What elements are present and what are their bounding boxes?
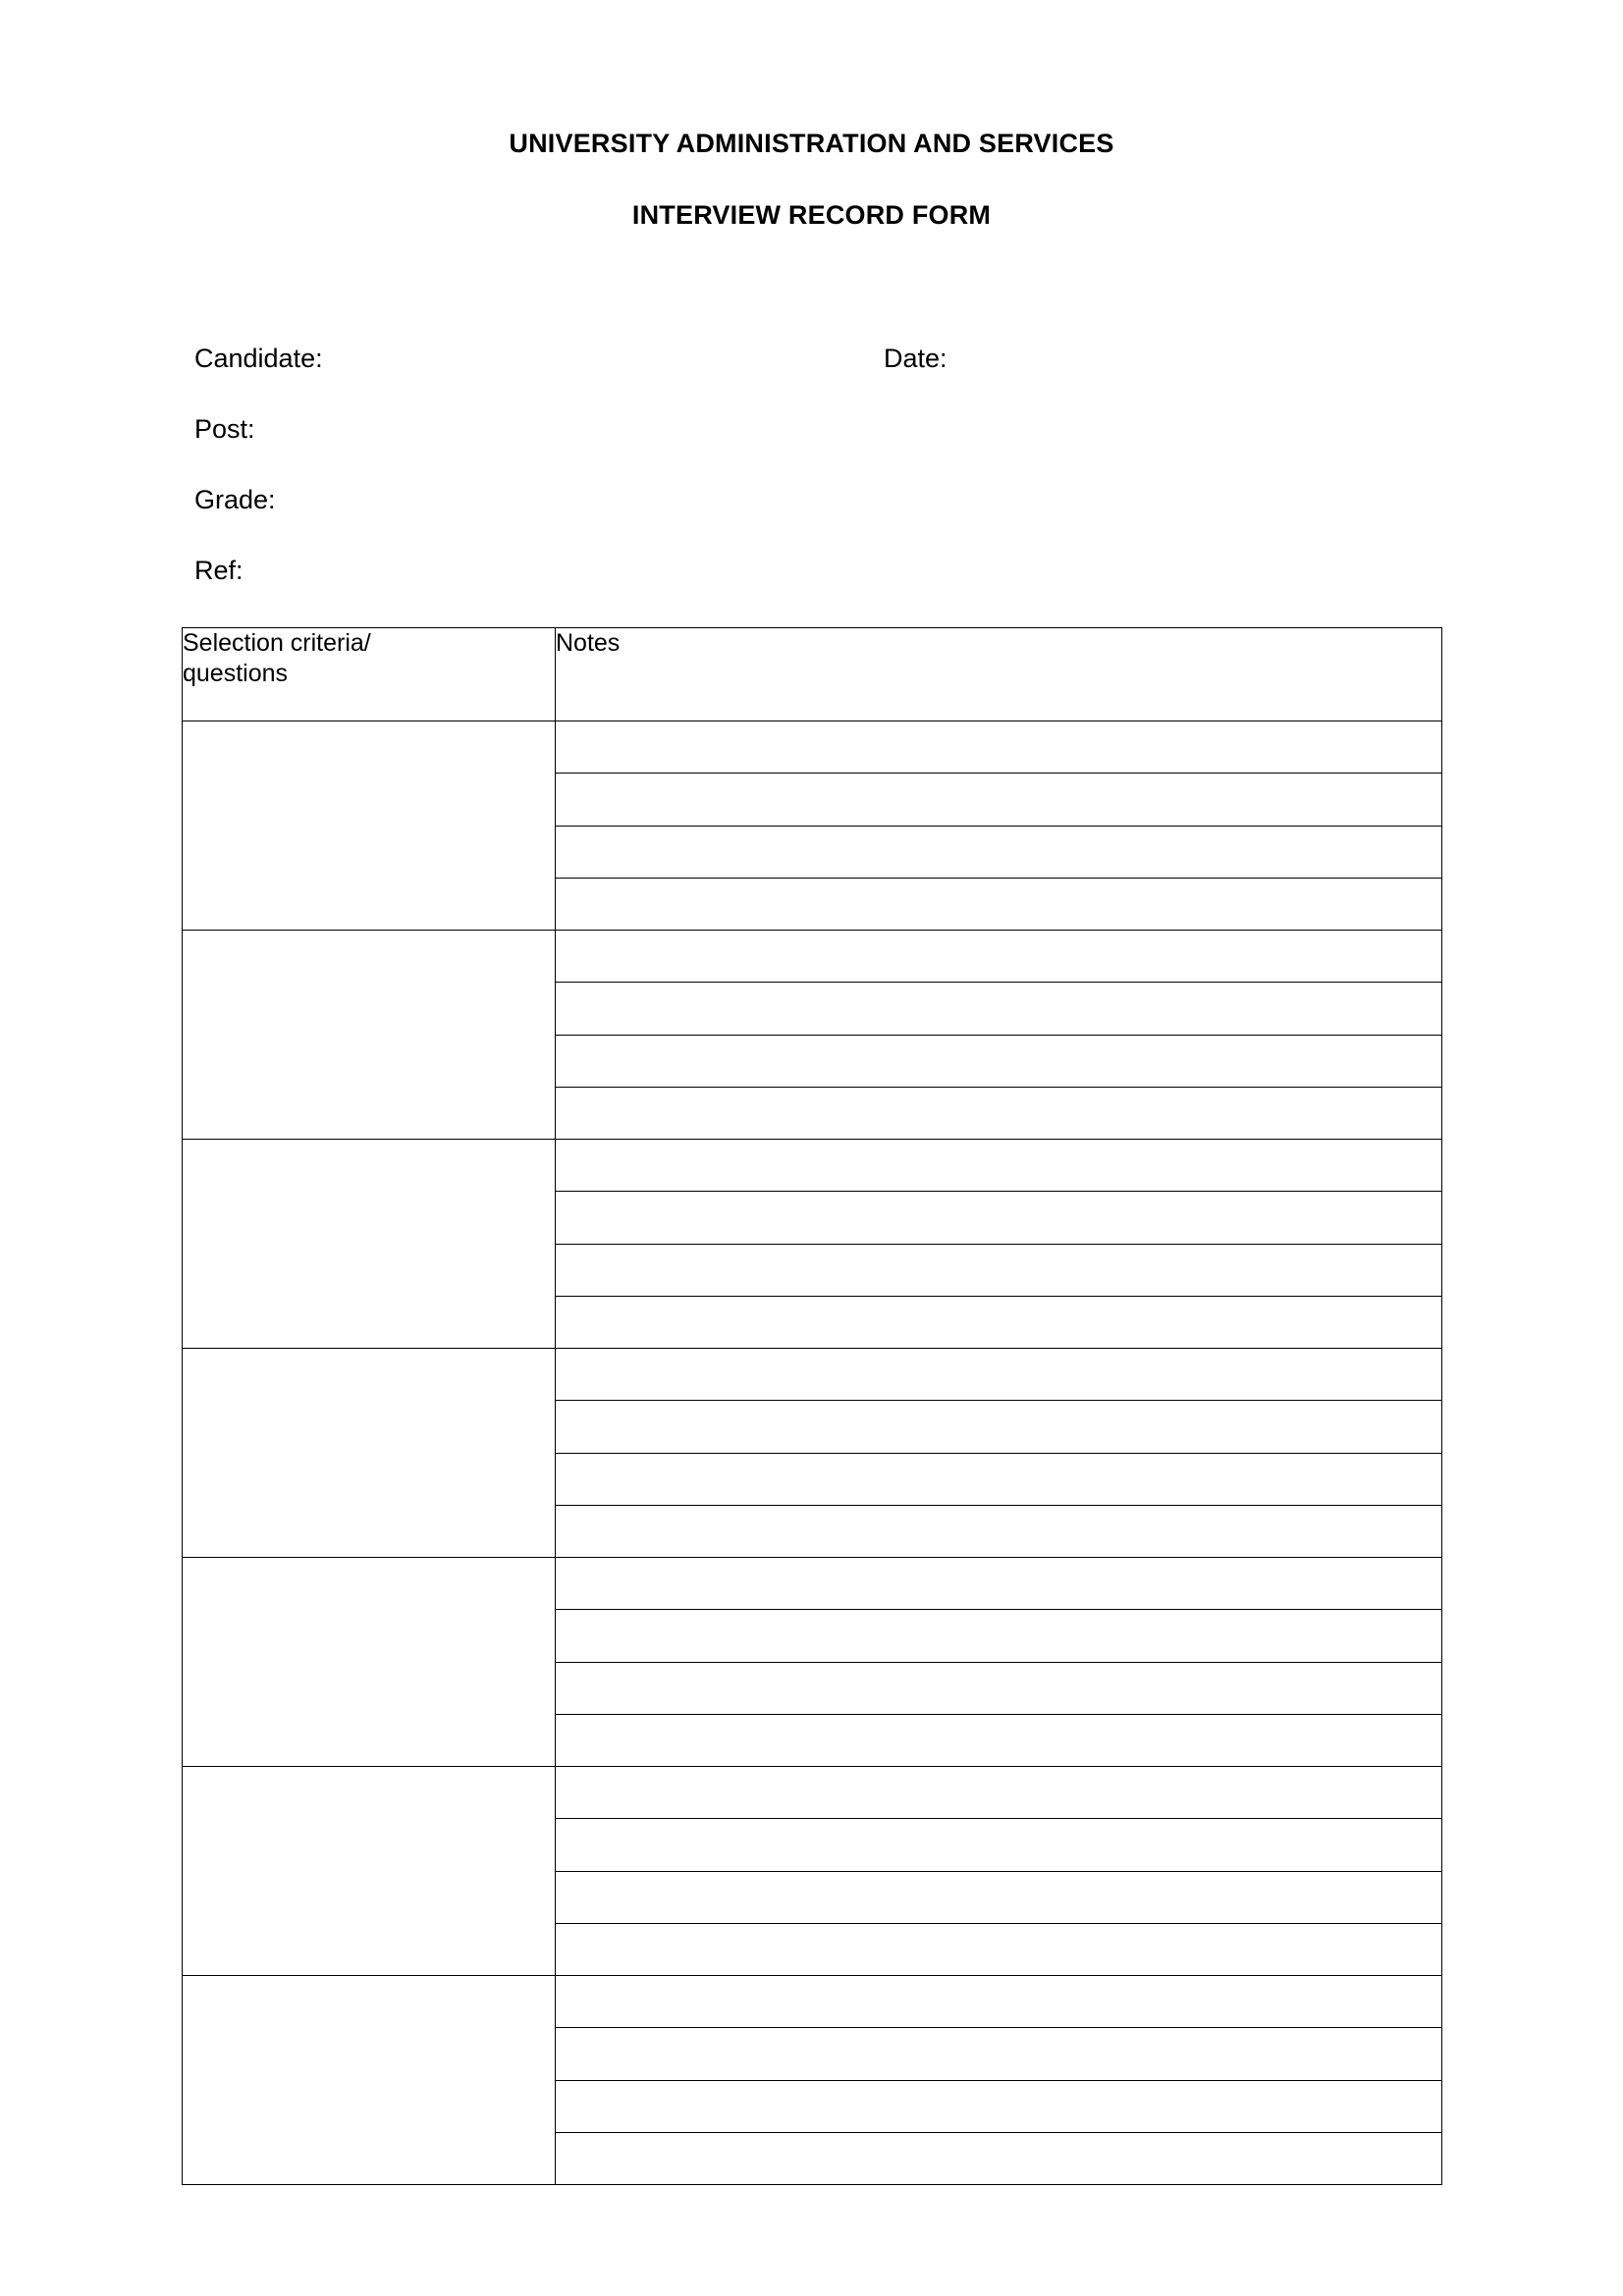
notes-cell[interactable] xyxy=(556,1296,1442,1348)
notes-cell[interactable] xyxy=(556,1976,1442,2028)
notes-cell[interactable] xyxy=(556,1401,1442,1453)
column-header-criteria-line-2: questions xyxy=(183,660,289,687)
ref-label: Ref: xyxy=(194,556,243,585)
post-label: Post: xyxy=(194,414,255,444)
meta-row-post xyxy=(194,413,1432,484)
notes-input-line[interactable] xyxy=(556,1819,1441,1870)
notes-input-line[interactable] xyxy=(556,827,1441,878)
criteria-input-area[interactable] xyxy=(183,1349,555,1557)
column-header-criteria-line-1: Selection criteria/ xyxy=(183,629,371,657)
grade-label: Grade: xyxy=(194,485,276,514)
notes-input-line[interactable] xyxy=(556,1140,1441,1191)
meta-row-ref xyxy=(194,555,1432,625)
notes-input-line[interactable] xyxy=(556,1663,1441,1714)
notes-cell[interactable] xyxy=(556,2132,1442,2184)
interview-record-table xyxy=(182,627,1442,2185)
criteria-cell[interactable] xyxy=(183,1140,556,1349)
notes-cell[interactable] xyxy=(556,1140,1442,1192)
notes-input-line[interactable] xyxy=(556,1924,1441,1975)
notes-cell[interactable] xyxy=(556,1087,1442,1139)
notes-cell[interactable] xyxy=(556,1558,1442,1610)
table-body xyxy=(183,721,1442,2185)
notes-cell[interactable] xyxy=(556,2080,1442,2132)
notes-input-line[interactable] xyxy=(556,1088,1441,1139)
criteria-cell[interactable] xyxy=(183,1976,556,2185)
table-header-row xyxy=(183,628,1442,721)
page-title-primary: UNIVERSITY ADMINISTRATION AND SERVICES xyxy=(509,129,1114,158)
meta-row-candidate xyxy=(194,343,1432,413)
criteria-cell[interactable] xyxy=(183,721,556,931)
criteria-cell[interactable] xyxy=(183,1558,556,1767)
table-row xyxy=(183,1976,1442,2028)
notes-cell[interactable] xyxy=(556,1767,1442,1819)
candidate-details xyxy=(194,343,1432,625)
notes-input-line[interactable] xyxy=(556,1506,1441,1557)
table-row xyxy=(183,1140,1442,1192)
notes-input-line[interactable] xyxy=(556,1872,1441,1923)
notes-input-line[interactable] xyxy=(556,1297,1441,1348)
table-row xyxy=(183,1767,1442,1819)
notes-cell[interactable] xyxy=(556,1349,1442,1401)
criteria-input-area[interactable] xyxy=(183,931,555,1139)
column-header-notes-label: Notes xyxy=(556,629,621,657)
notes-cell[interactable] xyxy=(556,878,1442,930)
date-label: Date: xyxy=(884,344,947,373)
notes-cell[interactable] xyxy=(556,931,1442,983)
notes-input-line[interactable] xyxy=(556,1715,1441,1766)
notes-input-line[interactable] xyxy=(556,1192,1441,1243)
notes-input-line[interactable] xyxy=(556,1401,1441,1452)
notes-cell[interactable] xyxy=(556,1453,1442,1505)
criteria-input-area[interactable] xyxy=(183,1558,555,1766)
notes-input-line[interactable] xyxy=(556,1558,1441,1609)
meta-row-grade xyxy=(194,484,1432,555)
notes-input-line[interactable] xyxy=(556,2081,1441,2132)
notes-input-line[interactable] xyxy=(556,1767,1441,1818)
notes-input-line[interactable] xyxy=(556,879,1441,930)
page-title-secondary: INTERVIEW RECORD FORM xyxy=(631,199,992,230)
notes-input-line[interactable] xyxy=(556,931,1441,982)
criteria-cell[interactable] xyxy=(183,931,556,1140)
notes-input-line[interactable] xyxy=(556,1245,1441,1296)
notes-input-line[interactable] xyxy=(556,1976,1441,2027)
notes-cell[interactable] xyxy=(556,983,1442,1035)
candidate-label: Candidate: xyxy=(194,344,323,373)
notes-cell[interactable] xyxy=(556,774,1442,826)
criteria-input-area[interactable] xyxy=(183,1976,555,2184)
notes-cell[interactable] xyxy=(556,2028,1442,2080)
notes-cell[interactable] xyxy=(556,1662,1442,1714)
table-row xyxy=(183,721,1442,774)
criteria-cell[interactable] xyxy=(183,1767,556,1976)
notes-input-line[interactable] xyxy=(556,1454,1441,1505)
notes-input-line[interactable] xyxy=(556,774,1441,825)
criteria-input-area[interactable] xyxy=(183,1140,555,1348)
column-header-notes xyxy=(556,628,1442,721)
criteria-input-area[interactable] xyxy=(183,721,555,930)
notes-cell[interactable] xyxy=(556,721,1442,774)
criteria-input-area[interactable] xyxy=(183,1767,555,1975)
notes-cell[interactable] xyxy=(556,826,1442,878)
notes-cell[interactable] xyxy=(556,1714,1442,1766)
notes-cell[interactable] xyxy=(556,1505,1442,1557)
criteria-cell[interactable] xyxy=(183,1349,556,1558)
notes-input-line[interactable] xyxy=(556,721,1441,773)
notes-cell[interactable] xyxy=(556,1035,1442,1087)
notes-cell[interactable] xyxy=(556,1923,1442,1975)
notes-input-line[interactable] xyxy=(556,1349,1441,1400)
notes-cell[interactable] xyxy=(556,1871,1442,1923)
table-row xyxy=(183,1349,1442,1401)
table-row xyxy=(183,1558,1442,1610)
notes-input-line[interactable] xyxy=(556,983,1441,1034)
column-header-criteria xyxy=(183,628,556,721)
notes-cell[interactable] xyxy=(556,1610,1442,1662)
notes-input-line[interactable] xyxy=(556,2133,1441,2184)
notes-input-line[interactable] xyxy=(556,2028,1441,2079)
notes-cell[interactable] xyxy=(556,1819,1442,1871)
table-row xyxy=(183,931,1442,983)
document-header xyxy=(0,130,1623,230)
notes-cell[interactable] xyxy=(556,1192,1442,1244)
notes-cell[interactable] xyxy=(556,1244,1442,1296)
notes-input-line[interactable] xyxy=(556,1036,1441,1087)
notes-input-line[interactable] xyxy=(556,1610,1441,1661)
